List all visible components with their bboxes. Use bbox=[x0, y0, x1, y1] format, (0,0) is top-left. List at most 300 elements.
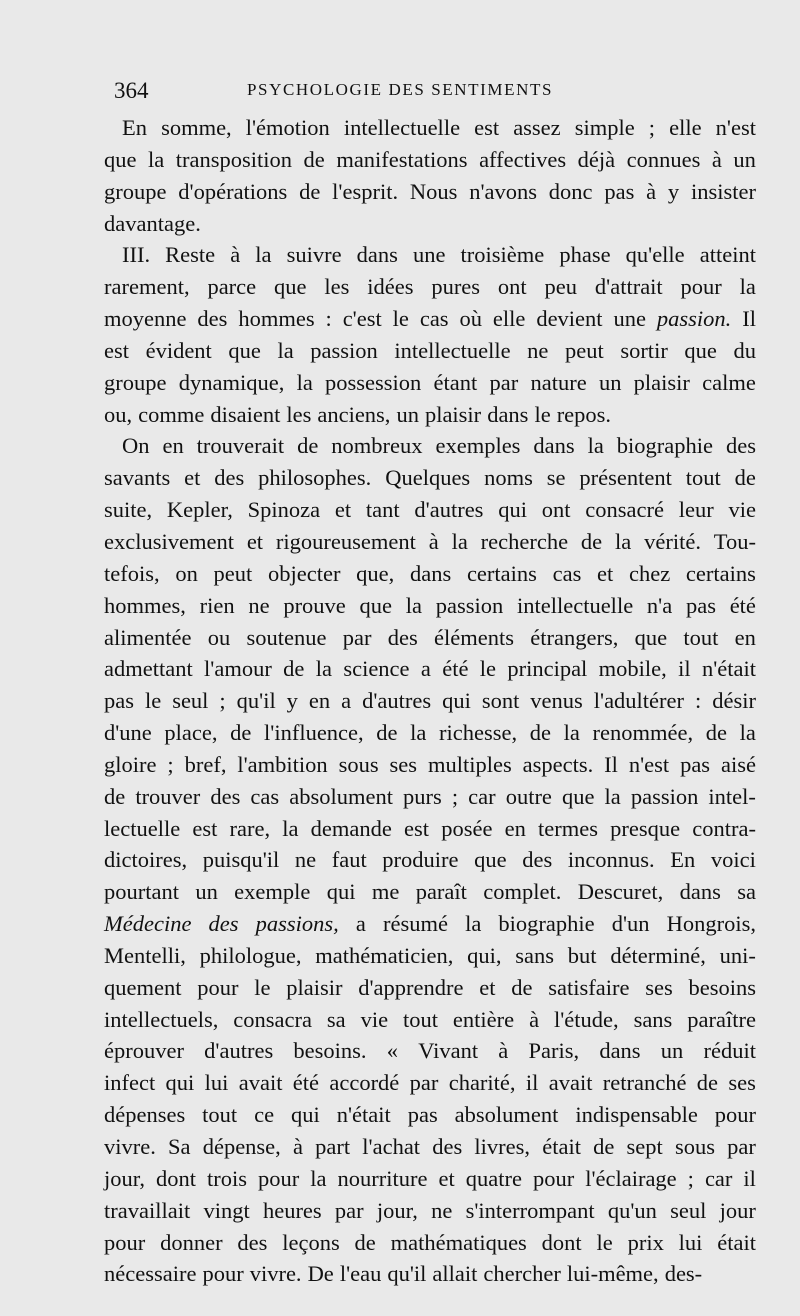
word: n'a bbox=[646, 592, 673, 618]
word: heures bbox=[262, 1197, 322, 1223]
word: On bbox=[122, 433, 150, 459]
word: des bbox=[237, 1229, 268, 1255]
word: devient bbox=[536, 306, 603, 332]
word: sous bbox=[674, 1134, 715, 1159]
word: le bbox=[392, 306, 409, 332]
word: jour bbox=[719, 1197, 756, 1223]
word: la bbox=[563, 720, 580, 746]
word: intellectuelle bbox=[394, 337, 511, 363]
word: qu'elle bbox=[625, 242, 685, 268]
word: connues bbox=[626, 146, 701, 172]
word: déjà bbox=[577, 146, 616, 172]
word: somme, bbox=[161, 115, 232, 140]
word: nourriture bbox=[337, 1165, 428, 1191]
word: à bbox=[529, 1006, 540, 1032]
word: un bbox=[660, 1038, 684, 1064]
book-title-word: des bbox=[208, 911, 239, 937]
word: dans bbox=[356, 242, 398, 268]
word: En bbox=[670, 847, 696, 873]
word: alimentée bbox=[104, 624, 192, 650]
word: de bbox=[696, 1070, 719, 1096]
word: de bbox=[734, 465, 756, 491]
word: Paris, bbox=[528, 1038, 580, 1064]
word: lui bbox=[678, 1229, 703, 1255]
word: été bbox=[292, 1070, 320, 1096]
word: donner bbox=[160, 1229, 223, 1255]
word: sept bbox=[626, 1134, 663, 1159]
word: un bbox=[396, 401, 419, 427]
text-line bbox=[104, 1163, 756, 1195]
word: paraître bbox=[687, 1006, 756, 1032]
text-line bbox=[104, 876, 756, 908]
word: ce bbox=[254, 1102, 275, 1128]
word: le bbox=[254, 974, 271, 1000]
word: à bbox=[711, 146, 722, 172]
word: peut bbox=[564, 337, 604, 363]
text-line bbox=[104, 622, 756, 654]
word: troisième bbox=[460, 242, 545, 268]
word: a bbox=[420, 656, 431, 682]
word: inconnus. bbox=[567, 847, 655, 873]
word: moyenne bbox=[104, 306, 187, 332]
word: idées bbox=[367, 274, 414, 300]
text-line bbox=[104, 494, 756, 526]
word: pour bbox=[532, 1165, 575, 1191]
word: pour bbox=[258, 1165, 300, 1191]
word: possession bbox=[325, 369, 422, 395]
word: éléments bbox=[434, 624, 514, 650]
word: n'était bbox=[701, 656, 756, 682]
word: pas bbox=[104, 688, 134, 714]
word: anciens, bbox=[317, 401, 391, 427]
word: charité, bbox=[448, 1070, 516, 1096]
word: la bbox=[604, 783, 621, 809]
word: transposition bbox=[175, 146, 293, 172]
word: ses bbox=[728, 1070, 756, 1096]
word: place, bbox=[164, 720, 218, 746]
word: des bbox=[432, 1134, 463, 1159]
word: voici bbox=[710, 847, 756, 873]
word: était bbox=[717, 1229, 756, 1255]
text-line bbox=[104, 144, 756, 176]
word: à bbox=[498, 1038, 509, 1064]
word: rien bbox=[199, 592, 235, 618]
word: d'opérations bbox=[178, 178, 288, 204]
word: me bbox=[371, 879, 400, 905]
word: dans bbox=[487, 401, 529, 427]
word: consacré bbox=[585, 497, 664, 523]
word: d'autres bbox=[362, 688, 432, 714]
word: déterminé, bbox=[610, 942, 706, 968]
word: une bbox=[613, 306, 646, 332]
text-line bbox=[104, 813, 756, 845]
text-line bbox=[104, 271, 756, 303]
word: qui bbox=[165, 1070, 195, 1096]
word: la bbox=[410, 720, 427, 746]
word: leur bbox=[678, 497, 714, 523]
word: en bbox=[162, 433, 184, 459]
word: tant bbox=[365, 497, 400, 523]
word: présentent bbox=[579, 465, 672, 491]
word: la bbox=[739, 720, 756, 746]
word: retranché bbox=[602, 1070, 687, 1096]
word: ne bbox=[527, 337, 549, 363]
word: entière bbox=[452, 1006, 515, 1032]
word: éprouver bbox=[104, 1038, 184, 1064]
word: de bbox=[511, 974, 533, 1000]
word: par bbox=[409, 1070, 439, 1096]
word: qu'un bbox=[607, 1197, 657, 1223]
word: peut bbox=[213, 560, 253, 586]
paragraph bbox=[104, 430, 756, 1290]
word: davantage. bbox=[104, 210, 201, 236]
text-line bbox=[104, 1004, 756, 1036]
word: pour bbox=[104, 1229, 146, 1255]
text-line bbox=[104, 972, 756, 1004]
word: y bbox=[667, 178, 680, 204]
text-line bbox=[104, 399, 756, 431]
word: Quelques bbox=[385, 465, 471, 491]
word: ; bbox=[687, 1165, 694, 1191]
word: rarement, bbox=[104, 274, 190, 300]
word: en bbox=[734, 624, 756, 650]
word: l'achat bbox=[362, 1134, 421, 1159]
text-line bbox=[104, 1195, 756, 1227]
word: absolument bbox=[289, 783, 393, 809]
word: sa bbox=[326, 1006, 346, 1032]
word: à bbox=[428, 528, 439, 554]
word: sans bbox=[633, 1006, 673, 1032]
word: la bbox=[277, 337, 294, 363]
word: de bbox=[376, 720, 398, 746]
word: il bbox=[525, 1070, 539, 1096]
word: intellectuelle bbox=[343, 115, 461, 140]
word: du bbox=[733, 337, 756, 363]
word: tefois, bbox=[104, 560, 160, 586]
word: un bbox=[195, 879, 218, 905]
word: plaisir bbox=[286, 974, 343, 1000]
word: réduit bbox=[703, 1038, 756, 1064]
text-line bbox=[104, 590, 756, 622]
word: on bbox=[175, 560, 198, 586]
text-line bbox=[104, 208, 756, 240]
word: absolument bbox=[454, 1102, 559, 1128]
word: que, bbox=[356, 560, 395, 586]
word: par bbox=[334, 1197, 364, 1223]
word: sous bbox=[338, 751, 379, 777]
word: d'une bbox=[104, 720, 152, 746]
word: jour, bbox=[104, 1165, 145, 1191]
word: ou, bbox=[104, 401, 133, 427]
word: Mentelli, bbox=[104, 942, 186, 968]
word: cas bbox=[419, 306, 449, 332]
word: mathématiques bbox=[390, 1229, 527, 1255]
word: simple bbox=[574, 115, 635, 140]
word: des bbox=[387, 624, 418, 650]
word: l'éclairage bbox=[585, 1165, 677, 1191]
word: travaillait bbox=[104, 1197, 191, 1223]
word: philosophes. bbox=[258, 465, 372, 491]
word: que bbox=[228, 337, 261, 363]
word: consacra bbox=[233, 1006, 312, 1032]
word: des- bbox=[664, 1261, 703, 1287]
word: chercher bbox=[483, 1261, 561, 1287]
word: pas bbox=[685, 592, 716, 618]
word: soutenue bbox=[246, 624, 327, 650]
word: vingt bbox=[203, 1197, 250, 1223]
word: l'ambition bbox=[237, 751, 328, 777]
word: intel- bbox=[708, 783, 756, 809]
word: était bbox=[542, 1134, 581, 1159]
word: seul bbox=[670, 1197, 707, 1223]
word: car bbox=[468, 783, 496, 809]
word: dont bbox=[541, 1229, 582, 1255]
word: passion bbox=[630, 783, 699, 809]
word: a bbox=[355, 911, 366, 937]
word: lectuelle bbox=[104, 815, 181, 841]
word: principal bbox=[507, 656, 588, 682]
word: pures bbox=[431, 274, 481, 300]
word: passion bbox=[435, 592, 504, 618]
text-line bbox=[104, 844, 756, 876]
word: que bbox=[274, 274, 307, 300]
body-text bbox=[104, 112, 756, 1290]
word: et bbox=[597, 560, 614, 586]
word: et bbox=[438, 1165, 455, 1191]
word: l'adultérer bbox=[593, 688, 685, 714]
word: vivre. bbox=[249, 1261, 302, 1287]
word: les bbox=[286, 401, 312, 427]
word: rare, bbox=[229, 815, 271, 841]
word: nécessaire bbox=[104, 1261, 197, 1287]
text-line bbox=[104, 653, 756, 685]
word: des bbox=[214, 465, 245, 491]
text-line bbox=[104, 526, 756, 558]
word: trois bbox=[206, 1165, 247, 1191]
word: trouver bbox=[135, 783, 201, 809]
word: satisfaire bbox=[548, 974, 630, 1000]
word: d'autres bbox=[414, 497, 484, 523]
word: par bbox=[489, 369, 519, 395]
word: dans bbox=[599, 1038, 641, 1064]
word: demande bbox=[310, 815, 392, 841]
word: n'est bbox=[628, 751, 670, 777]
word: qui bbox=[498, 497, 527, 523]
word: Il bbox=[604, 751, 618, 777]
text-line bbox=[104, 558, 756, 590]
word: la bbox=[739, 274, 756, 300]
word: et bbox=[334, 497, 352, 523]
word: étant bbox=[433, 369, 478, 395]
text-line bbox=[104, 940, 756, 972]
word: puisqu'il bbox=[202, 847, 280, 873]
word: nature bbox=[530, 369, 587, 395]
word: qui bbox=[291, 1102, 320, 1128]
word: est bbox=[404, 815, 430, 841]
word: objecter bbox=[267, 560, 341, 586]
word: dynamique, bbox=[178, 369, 285, 395]
text-line bbox=[104, 1035, 756, 1067]
word: intellectuelle bbox=[516, 592, 634, 618]
word: elle bbox=[669, 115, 702, 140]
word: y bbox=[286, 688, 298, 714]
word: où bbox=[459, 306, 482, 332]
word: mathématicien, bbox=[315, 942, 454, 968]
text-line bbox=[104, 367, 756, 399]
word: assez bbox=[513, 115, 561, 140]
word: but bbox=[567, 942, 597, 968]
word: sont bbox=[481, 688, 520, 714]
word: il bbox=[678, 656, 691, 682]
word: à bbox=[646, 178, 657, 204]
word: passion bbox=[310, 337, 378, 363]
word: un bbox=[598, 369, 622, 395]
word: complet. bbox=[483, 879, 562, 905]
word: parce bbox=[207, 274, 257, 300]
page-header bbox=[0, 68, 800, 108]
word: de bbox=[230, 720, 252, 746]
word: et bbox=[479, 974, 496, 1000]
word: calme bbox=[702, 369, 756, 395]
word: n'avons bbox=[469, 178, 537, 204]
word: vivre. bbox=[104, 1134, 156, 1159]
running-title: PSYCHOLOGIE DES SENTIMENTS bbox=[246, 80, 554, 99]
word: des bbox=[725, 433, 756, 459]
word: suivre bbox=[286, 242, 342, 268]
word: lui-même, bbox=[566, 1261, 659, 1287]
word: en bbox=[308, 688, 331, 714]
word: étrangers, bbox=[530, 624, 619, 650]
word: infect bbox=[104, 1070, 156, 1096]
word: ses bbox=[389, 751, 418, 777]
word: biographie bbox=[616, 433, 714, 459]
word: que bbox=[104, 146, 137, 172]
word: part bbox=[315, 1134, 351, 1159]
word: sortir bbox=[620, 337, 668, 363]
word: cas bbox=[552, 560, 582, 586]
word: noms bbox=[484, 465, 533, 491]
word: De bbox=[307, 1261, 334, 1287]
word: mobile, bbox=[598, 656, 667, 682]
word: savants bbox=[104, 465, 171, 491]
word: l'eau bbox=[339, 1261, 382, 1287]
word: tout bbox=[202, 1102, 238, 1128]
word: avait bbox=[548, 1070, 593, 1096]
word: ses bbox=[645, 974, 673, 1000]
word: que bbox=[634, 624, 668, 650]
word: de bbox=[283, 656, 305, 682]
word: avait bbox=[238, 1070, 283, 1096]
word: la bbox=[148, 146, 165, 172]
word: uni- bbox=[719, 942, 756, 968]
word: se bbox=[546, 465, 566, 491]
word: tout bbox=[402, 1006, 438, 1032]
book-title-word: passions, bbox=[255, 911, 339, 937]
word: dans bbox=[409, 560, 452, 586]
word: termes bbox=[538, 815, 598, 841]
word: nombreux bbox=[331, 433, 423, 459]
word: peu bbox=[544, 274, 578, 300]
word: aisé bbox=[720, 751, 756, 777]
word: d'autres bbox=[204, 1038, 274, 1064]
word: suite, bbox=[104, 497, 153, 523]
text-line bbox=[104, 1258, 756, 1290]
word: pas bbox=[680, 751, 711, 777]
text-line bbox=[104, 1099, 756, 1131]
word: par bbox=[727, 1134, 756, 1159]
word: de bbox=[705, 720, 727, 746]
word: Kepler, bbox=[166, 497, 233, 523]
text-line bbox=[104, 176, 756, 208]
word: ; bbox=[167, 751, 174, 777]
word: de bbox=[580, 528, 603, 554]
word: la bbox=[405, 592, 423, 618]
word: : bbox=[695, 688, 702, 714]
word: ou bbox=[207, 624, 231, 650]
word: ; bbox=[219, 688, 226, 714]
word: pas bbox=[604, 178, 635, 204]
word: exemples bbox=[435, 433, 521, 459]
word: car bbox=[704, 1165, 733, 1191]
word: l'influence, bbox=[264, 720, 364, 746]
word: intellectuels, bbox=[104, 1006, 219, 1032]
text-line bbox=[104, 303, 756, 335]
word: donc bbox=[548, 178, 593, 204]
word: En bbox=[122, 115, 147, 140]
word: de bbox=[354, 1229, 376, 1255]
word: disaient bbox=[210, 401, 281, 427]
word: renommée, bbox=[592, 720, 694, 746]
word: manifestations bbox=[336, 146, 468, 172]
word: groupe bbox=[104, 369, 167, 395]
word: besoins. bbox=[293, 1038, 367, 1064]
word: Il bbox=[742, 306, 756, 332]
paragraph bbox=[104, 112, 756, 239]
word: été bbox=[442, 656, 469, 682]
word: désir bbox=[712, 688, 756, 714]
word: à bbox=[230, 242, 241, 268]
word: vie bbox=[728, 497, 756, 523]
word: plaisir bbox=[633, 369, 690, 395]
word: à bbox=[292, 1134, 303, 1159]
word: : bbox=[325, 306, 332, 332]
word: produire bbox=[382, 847, 459, 873]
word: la bbox=[465, 911, 482, 937]
text-line bbox=[104, 781, 756, 813]
word: été bbox=[729, 592, 756, 618]
word: quatre bbox=[465, 1165, 522, 1191]
word: chez bbox=[629, 560, 671, 586]
word: ont bbox=[497, 274, 527, 300]
text-line bbox=[104, 1131, 756, 1163]
word: résumé bbox=[382, 911, 448, 937]
word: insister bbox=[690, 178, 756, 204]
word: vérité. bbox=[644, 528, 701, 554]
word: hommes bbox=[238, 306, 315, 332]
word: des bbox=[522, 847, 553, 873]
word: rigoureusement bbox=[275, 528, 416, 554]
text-line bbox=[104, 1227, 756, 1259]
word: d'un bbox=[611, 911, 650, 937]
text-line bbox=[104, 685, 756, 717]
word: l'amour bbox=[204, 656, 272, 682]
word: ont bbox=[541, 497, 571, 523]
word: richesse, bbox=[439, 720, 518, 746]
word: Tou- bbox=[713, 528, 756, 554]
word: paraît bbox=[415, 879, 467, 905]
word: seul bbox=[172, 688, 209, 714]
word: que bbox=[474, 847, 507, 873]
